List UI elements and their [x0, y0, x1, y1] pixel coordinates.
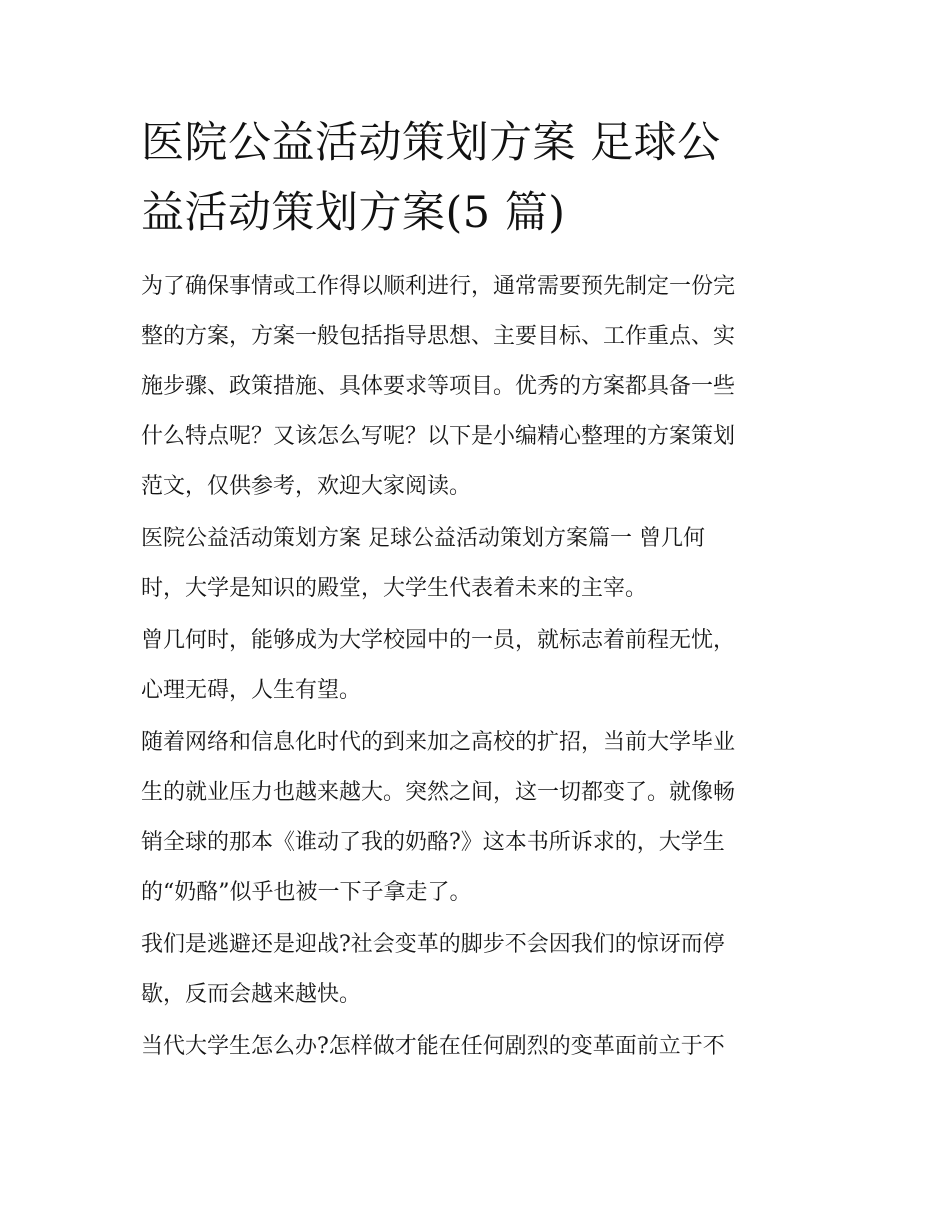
- text-line: 范文，仅供参考，欢迎大家阅读。: [141, 474, 472, 499]
- text-line: 生的就业压力也越来越大。突然之间，这一切都变了。就像畅: [141, 780, 736, 805]
- body-paragraph: [141, 718, 813, 918]
- text-line: 的“奶酪”似乎也被一下子拿走了。: [141, 880, 472, 905]
- text-line: 医院公益活动策划方案 足球公益活动策划方案篇一 曾几何: [141, 526, 705, 551]
- text-line: 什么特点呢？又该怎么写呢？以下是小编精心整理的方案策划: [141, 424, 736, 449]
- text-line: 心理无碍，人生有望。: [141, 678, 362, 703]
- section-heading-paragraph: [141, 514, 813, 614]
- body-paragraph: [141, 616, 813, 716]
- body-paragraph: [141, 920, 813, 1020]
- body-paragraph: [141, 1022, 813, 1072]
- text-line: 当代大学生怎么办?怎样做才能在任何剧烈的变革面前立于不: [141, 1034, 725, 1059]
- page-title: [141, 108, 813, 248]
- document-body: [141, 108, 813, 1074]
- text-line: 销全球的那本《谁动了我的奶酪?》这本书所诉求的，大学生: [141, 830, 725, 855]
- text-line: 时，大学是知识的殿堂，大学生代表着未来的主宰。: [141, 576, 648, 601]
- text-line: 曾几何时，能够成为大学校园中的一员，就标志着前程无忧，: [141, 628, 736, 653]
- text-line: 歇，反而会越来越快。: [141, 982, 362, 1007]
- text-line: 我们是逃避还是迎战?社会变革的脚步不会因我们的惊讶而停: [141, 932, 725, 957]
- title-line: 益活动策划方案(5 篇): [141, 188, 566, 238]
- text-line: 施步骤、政策措施、具体要求等项目。优秀的方案都具备一些: [141, 374, 736, 399]
- title-line: 医院公益活动策划方案 足球公: [141, 118, 721, 168]
- intro-paragraph: [141, 262, 813, 512]
- text-line: 随着网络和信息化时代的到来加之高校的扩招，当前大学毕业: [141, 730, 736, 755]
- text-line: 整的方案，方案一般包括指导思想、主要目标、工作重点、实: [141, 324, 736, 349]
- text-line: 为了确保事情或工作得以顺利进行，通常需要预先制定一份完: [141, 274, 736, 299]
